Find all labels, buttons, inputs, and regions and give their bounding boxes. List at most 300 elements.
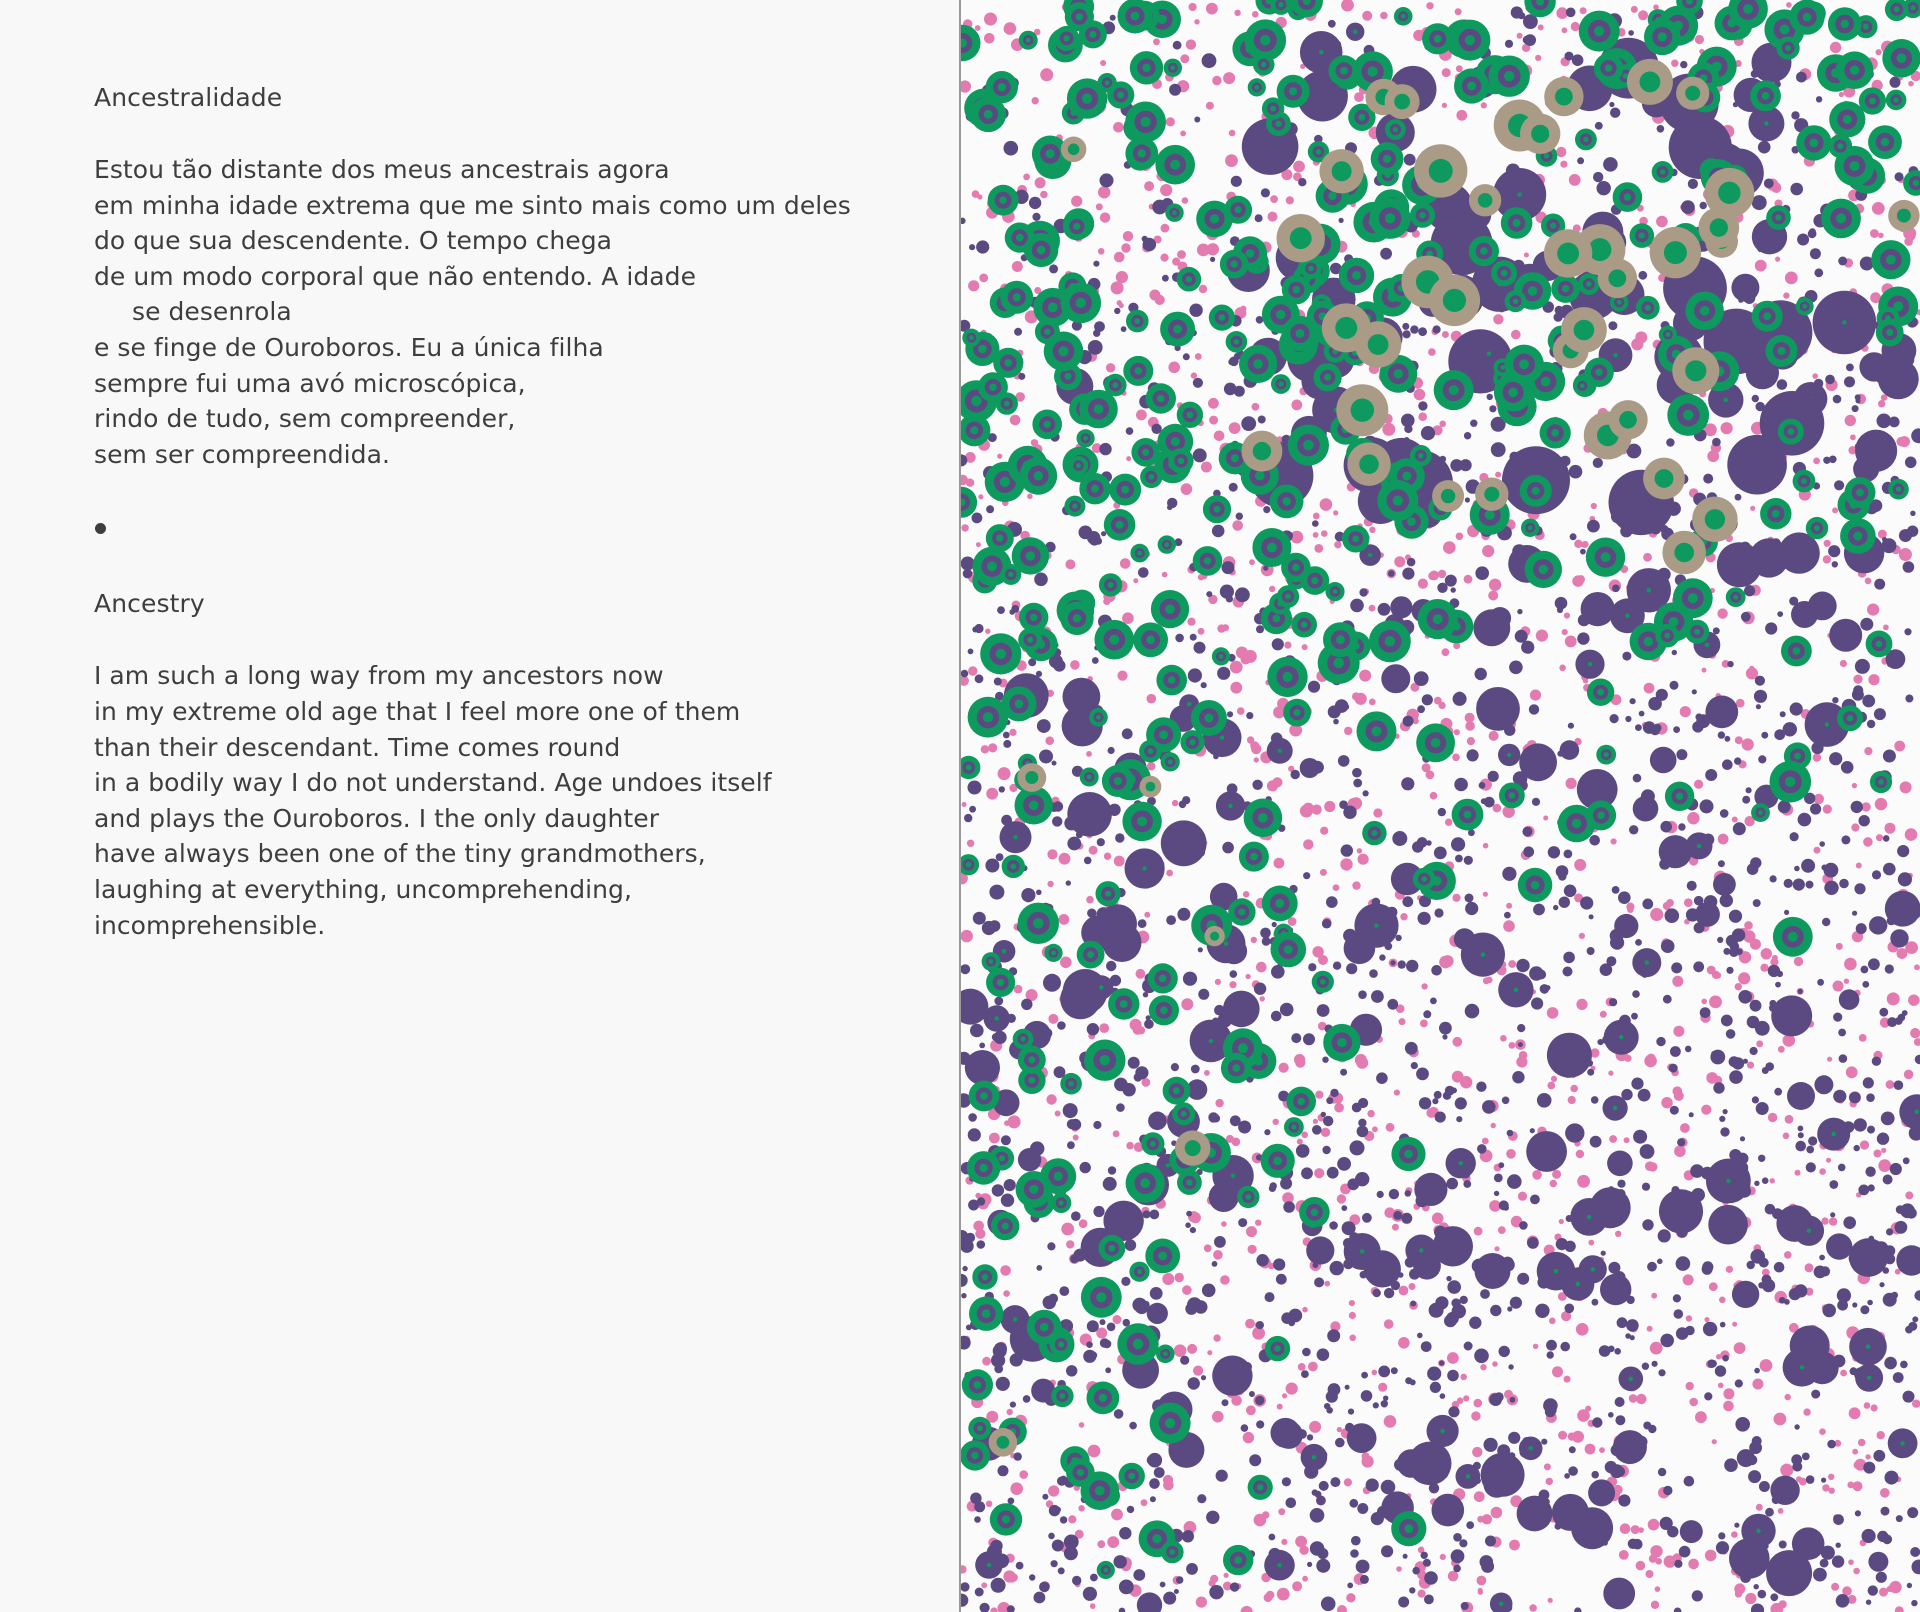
purple-dot <box>1435 1112 1446 1123</box>
purple-blob-center <box>1220 735 1224 739</box>
purple-dot <box>1859 815 1870 826</box>
purple-dot <box>1421 1341 1432 1352</box>
purple-dot <box>1692 689 1697 694</box>
purple-dot <box>1676 749 1687 760</box>
green-ring-core <box>1788 428 1795 435</box>
purple-dot <box>1670 681 1679 690</box>
purple-dot <box>1454 778 1468 792</box>
pink-dot <box>1303 839 1313 849</box>
purple-dot <box>1317 1348 1330 1361</box>
purple-dot <box>1910 511 1915 516</box>
pink-dot <box>1908 81 1914 87</box>
dot-pattern-canvas <box>961 0 1920 1612</box>
purple-dot <box>1403 330 1411 338</box>
pink-dot <box>1529 1604 1537 1612</box>
purple-dot <box>1494 1174 1503 1183</box>
pink-dot <box>1088 1445 1101 1458</box>
poem-line: Estou tão distante dos meus ancestrais agora <box>94 155 670 184</box>
pink-dot <box>1568 1096 1576 1104</box>
purple-dot <box>1066 1365 1077 1376</box>
purple-dot <box>1418 401 1427 410</box>
purple-dot <box>1720 1322 1726 1328</box>
pink-dot <box>1270 195 1278 203</box>
purple-dot <box>961 1594 968 1607</box>
pink-dot <box>1035 177 1046 188</box>
purple-dot <box>1593 172 1603 182</box>
purple-dot <box>1860 618 1873 631</box>
green-ring-core <box>1275 121 1281 127</box>
green-ring-core <box>1231 454 1239 462</box>
purple-dot <box>1852 1302 1857 1307</box>
purple-dot <box>1212 1261 1218 1267</box>
green-ring-core <box>1401 14 1406 19</box>
pink-dot <box>1546 1478 1553 1485</box>
purple-dot <box>1540 984 1550 994</box>
pink-dot <box>1494 1246 1499 1251</box>
pink-dot <box>1256 962 1267 973</box>
purple-dot <box>996 853 1004 861</box>
purple-dot <box>1896 1515 1903 1522</box>
purple-dot <box>1808 229 1817 238</box>
pink-dot <box>1897 437 1906 446</box>
pink-dot <box>1775 257 1780 262</box>
purple-dot <box>1703 1322 1717 1336</box>
purple-dot <box>1884 1357 1897 1370</box>
pink-dot <box>1100 60 1106 66</box>
pink-dot <box>1853 1481 1863 1491</box>
green-ring-core <box>1876 641 1883 648</box>
purple-blob <box>1432 1494 1465 1527</box>
purple-dot <box>1138 567 1149 578</box>
green-ring-core <box>1077 1469 1084 1476</box>
purple-dot <box>1180 1356 1189 1365</box>
purple-dot <box>1723 948 1730 955</box>
purple-dot <box>1814 268 1823 277</box>
purple-dot <box>1510 1297 1522 1309</box>
purple-dot <box>1734 1523 1739 1528</box>
pink-dot <box>1334 1103 1344 1113</box>
green-ring-core <box>1316 149 1321 154</box>
pink-dot <box>1756 1040 1763 1047</box>
purple-dot <box>1704 1392 1712 1400</box>
poem-line: and plays the Ouroboros. I the only daughter <box>94 803 660 833</box>
pink-dot <box>1204 1244 1212 1252</box>
pink-dot <box>1717 608 1727 618</box>
purple-dot <box>1883 835 1890 842</box>
green-ring-core <box>1204 714 1213 723</box>
purple-dot <box>1609 998 1617 1006</box>
purple-dot <box>1790 183 1803 196</box>
purple-dot <box>1280 1003 1294 1017</box>
pink-dot <box>1010 1482 1023 1495</box>
purple-blob <box>1633 796 1659 822</box>
green-ring-core <box>1289 87 1297 95</box>
pink-dot <box>1409 1283 1416 1290</box>
purple-dot <box>1229 483 1238 492</box>
purple-dot <box>1358 1098 1368 1108</box>
purple-dot <box>1125 1239 1137 1251</box>
pink-dot <box>1785 1394 1791 1400</box>
pink-dot <box>1163 1480 1174 1491</box>
purple-dot <box>1393 1211 1402 1220</box>
pink-dot <box>1333 510 1338 515</box>
purple-dot <box>1602 186 1608 192</box>
purple-blob-center <box>1231 1174 1235 1178</box>
purple-dot <box>1822 1304 1836 1318</box>
green-ring-core <box>1371 830 1377 836</box>
pink-dot <box>1566 778 1577 789</box>
purple-dot <box>1433 325 1441 333</box>
purple-dot <box>1174 1589 1179 1594</box>
green-ring-core <box>1572 819 1581 828</box>
pink-dot <box>1533 1344 1538 1349</box>
pink-dot <box>1357 848 1362 853</box>
purple-dot <box>1430 1382 1441 1393</box>
purple-dot <box>1819 1255 1825 1261</box>
purple-dot <box>1314 1277 1324 1287</box>
purple-dot <box>1271 965 1285 979</box>
pink-dot <box>1314 544 1323 553</box>
green-ring-core <box>1250 853 1258 861</box>
green-ring-core <box>1116 521 1124 529</box>
pink-dot <box>1027 494 1033 500</box>
purple-dot <box>1836 1594 1850 1608</box>
pink-dot <box>1878 233 1884 239</box>
purple-dot <box>1106 961 1116 971</box>
purple-dot <box>1194 642 1206 654</box>
green-ring-core <box>1301 622 1307 628</box>
purple-dot <box>1487 394 1493 400</box>
pink-dot <box>1474 1399 1483 1408</box>
pink-dot <box>1680 1123 1690 1133</box>
pink-dot <box>1133 578 1138 583</box>
pink-dot <box>1887 1586 1893 1592</box>
purple-dot <box>1777 971 1783 977</box>
purple-dot <box>1494 1392 1504 1402</box>
purple-dot <box>1796 72 1807 83</box>
purple-dot <box>1790 702 1803 715</box>
pink-dot <box>1576 1323 1589 1336</box>
purple-dot <box>1453 1565 1461 1573</box>
pink-dot <box>1608 1071 1613 1076</box>
purple-dot <box>1129 1422 1137 1430</box>
pink-dot <box>1297 1139 1303 1145</box>
purple-dot <box>1852 405 1859 412</box>
purple-dot <box>1298 178 1306 186</box>
purple-dot <box>1169 84 1181 96</box>
green-ring-core <box>1418 453 1423 458</box>
pink-dot <box>1735 983 1742 990</box>
green-ring-core <box>1531 881 1540 890</box>
pink-dot <box>1538 24 1544 30</box>
pink-dot <box>1098 248 1105 255</box>
pink-dot <box>1686 1382 1694 1390</box>
green-ring-core <box>1005 359 1013 367</box>
pink-dot <box>1576 1150 1584 1158</box>
pink-dot <box>1850 434 1856 440</box>
poem-line: e se finge de Ouroboros. Eu a única filha <box>94 332 604 362</box>
pink-dot <box>1107 1536 1119 1548</box>
pink-dot <box>1066 1240 1074 1248</box>
purple-dot <box>1877 1531 1888 1542</box>
pink-dot <box>1491 1507 1503 1519</box>
green-ring-core <box>1181 1111 1187 1117</box>
purple-blob <box>1732 1281 1759 1308</box>
pink-dot <box>1274 858 1285 869</box>
pink-dot <box>1565 636 1577 648</box>
purple-dot <box>1312 520 1319 527</box>
purple-dot <box>1862 695 1875 708</box>
purple-dot <box>1564 1473 1570 1479</box>
purple-dot <box>1836 1543 1841 1548</box>
pink-dot <box>984 13 997 26</box>
pink-dot <box>1217 624 1225 632</box>
purple-dot <box>1868 1585 1878 1595</box>
purple-dot <box>1037 719 1051 733</box>
pink-dot <box>1344 727 1352 735</box>
pink-dot <box>1344 1478 1352 1486</box>
purple-dot <box>1903 1157 1910 1164</box>
purple-blob <box>1526 1131 1567 1172</box>
pink-dot <box>1321 1128 1330 1137</box>
purple-dot <box>1167 498 1177 508</box>
purple-dot <box>1360 1575 1369 1584</box>
purple-dot <box>1053 801 1063 811</box>
green-ring-core <box>1013 293 1021 301</box>
purple-dot <box>1206 591 1212 597</box>
purple-dot <box>1553 905 1558 910</box>
green-ring-core <box>1173 325 1182 334</box>
pink-dot <box>1443 541 1456 554</box>
purple-dot <box>961 1582 970 1591</box>
purple-dot <box>1356 1560 1370 1574</box>
purple-dot <box>1726 967 1733 974</box>
pink-dot <box>1141 1499 1148 1506</box>
purple-blob-center <box>1825 722 1829 726</box>
purple-blob-center <box>1224 942 1228 946</box>
purple-dot <box>1615 1415 1625 1425</box>
pink-dot <box>1113 122 1124 133</box>
purple-dot <box>1638 271 1647 280</box>
purple-dot <box>1517 1273 1529 1285</box>
purple-dot <box>1186 1211 1192 1217</box>
purple-dot <box>1559 897 1570 908</box>
purple-dot <box>1798 1126 1804 1132</box>
green-ring-core <box>1500 365 1505 370</box>
green-ring-core <box>999 1155 1005 1161</box>
pink-dot <box>1707 450 1719 462</box>
green-ring-core <box>1513 299 1518 304</box>
purple-dot <box>1564 885 1577 898</box>
green-ring-core <box>1219 314 1226 321</box>
purple-dot <box>1100 173 1114 187</box>
purple-blob <box>1581 592 1615 626</box>
pink-dot <box>1440 1554 1446 1560</box>
purple-dot <box>1897 845 1909 857</box>
pink-dot <box>1688 1559 1699 1570</box>
purple-dot <box>1383 1396 1388 1401</box>
purple-dot <box>1556 1238 1568 1250</box>
purple-dot <box>1147 1455 1157 1465</box>
purple-blob-center <box>1705 643 1709 647</box>
purple-dot <box>1381 1400 1388 1407</box>
purple-dot <box>1866 1600 1871 1605</box>
purple-dot <box>1121 1277 1130 1286</box>
green-ring-core <box>1283 672 1293 682</box>
pink-dot <box>1886 1080 1895 1089</box>
pink-dot <box>1372 1126 1378 1132</box>
purple-dot <box>1720 809 1729 818</box>
purple-dot <box>1890 1163 1902 1175</box>
green-ring-core <box>1274 1345 1280 1351</box>
purple-dot <box>1071 1211 1081 1221</box>
green-ring-core <box>1639 233 1645 239</box>
purple-dot <box>1907 1507 1918 1518</box>
pink-dot <box>1078 1505 1084 1511</box>
pink-dot <box>1874 1150 1882 1158</box>
pink-dot <box>1215 979 1221 985</box>
purple-dot <box>1750 1047 1758 1055</box>
purple-dot <box>1286 1498 1297 1509</box>
pink-dot <box>1254 1514 1267 1527</box>
pink-dot <box>1340 858 1352 870</box>
purple-blob <box>1147 1303 1168 1324</box>
purple-dot <box>1549 1407 1556 1414</box>
purple-dot <box>1504 912 1511 919</box>
purple-dot <box>1469 1317 1481 1329</box>
purple-dot <box>1362 1213 1372 1223</box>
purple-dot <box>1671 962 1682 973</box>
purple-dot <box>1856 923 1867 934</box>
purple-blob-center <box>1514 988 1518 992</box>
purple-dot <box>1039 1582 1050 1593</box>
purple-blob-center <box>1832 1132 1836 1136</box>
green-ring-core <box>1863 24 1869 30</box>
pink-dot <box>966 479 974 487</box>
pink-dot <box>1277 1588 1290 1601</box>
purple-dot <box>1377 1191 1384 1198</box>
pink-dot <box>1619 1550 1629 1560</box>
purple-dot <box>974 624 983 633</box>
green-ring-core <box>1094 404 1104 414</box>
pink-dot <box>1783 292 1789 298</box>
pink-dot <box>1386 1123 1395 1132</box>
pink-dot <box>1530 690 1541 701</box>
pink-dot <box>1003 1290 1010 1297</box>
purple-dot <box>1569 1446 1576 1453</box>
pink-dot <box>1821 1217 1828 1224</box>
pink-dot <box>1153 38 1160 45</box>
green-ring-core <box>1083 436 1088 441</box>
pink-dot <box>1493 314 1503 324</box>
green-ring-core <box>1091 485 1099 493</box>
pink-dot <box>1452 1037 1462 1047</box>
green-ring-core <box>1676 793 1683 800</box>
green-ring-core <box>1173 1087 1180 1094</box>
purple-dot <box>1617 1180 1625 1188</box>
purple-dot <box>1059 1286 1069 1296</box>
pink-dot <box>1867 604 1879 616</box>
purple-dot <box>1079 526 1093 540</box>
pink-dot <box>1860 1140 1869 1149</box>
purple-dot <box>969 806 976 813</box>
purple-dot <box>1103 1340 1112 1349</box>
purple-dot <box>1350 1549 1359 1558</box>
purple-dot <box>1507 1306 1512 1311</box>
green-ring-core <box>1138 149 1146 157</box>
purple-dot <box>1535 1304 1549 1318</box>
purple-dot <box>1329 1221 1338 1230</box>
purple-dot <box>1605 1461 1617 1473</box>
green-ring-core <box>1793 647 1801 655</box>
green-ring-core <box>1133 1339 1143 1349</box>
pink-dot <box>1755 260 1767 272</box>
purple-dot <box>1821 1478 1826 1483</box>
pink-dot <box>967 840 974 847</box>
purple-blob-center <box>1529 1446 1533 1450</box>
green-ring-core <box>1096 1292 1106 1302</box>
purple-dot <box>1455 1097 1467 1109</box>
pink-dot <box>1648 1519 1660 1531</box>
pink-dot <box>1293 161 1305 173</box>
pink-dot <box>1439 702 1446 709</box>
green-ring-core <box>1802 304 1807 309</box>
purple-dot <box>1633 1130 1647 1144</box>
pink-dot <box>1778 1508 1784 1514</box>
purple-dot <box>1060 1516 1067 1523</box>
green-ring-core <box>1856 489 1864 497</box>
purple-dot <box>1264 1129 1270 1135</box>
pink-dot <box>1794 957 1803 966</box>
purple-dot <box>1489 405 1496 412</box>
pink-dot <box>1655 1558 1662 1565</box>
purple-dot <box>1265 1292 1275 1302</box>
pink-dot <box>1382 423 1395 436</box>
purple-dot <box>1518 12 1525 19</box>
pink-dot <box>1707 966 1716 975</box>
purple-dot <box>1388 570 1395 577</box>
purple-dot <box>1422 694 1433 705</box>
pink-dot <box>1785 1115 1794 1124</box>
purple-dot <box>973 912 986 925</box>
green-ring-core <box>1142 449 1149 456</box>
pink-dot <box>1761 948 1772 959</box>
green-ring-core <box>1762 92 1770 100</box>
purple-dot <box>1116 1103 1125 1112</box>
purple-dot <box>998 1465 1009 1476</box>
purple-dot <box>1047 1242 1055 1250</box>
purple-dot <box>1824 863 1839 878</box>
pink-dot <box>1206 102 1214 110</box>
green-ring-core <box>1539 565 1548 574</box>
pink-dot <box>975 25 981 31</box>
purple-dot <box>1802 1453 1810 1461</box>
purple-dot <box>1402 896 1413 907</box>
purple-dot <box>1912 1560 1920 1575</box>
pink-dot <box>1912 1400 1920 1408</box>
pink-dot <box>1569 174 1581 186</box>
purple-dot <box>1409 1587 1415 1593</box>
purple-blob <box>1731 274 1759 302</box>
green-ring-core <box>1404 1150 1413 1159</box>
purple-dot <box>1746 787 1752 793</box>
purple-blob-center <box>1842 320 1846 324</box>
pink-dot <box>1814 847 1821 854</box>
purple-dot <box>1310 1508 1325 1523</box>
purple-blob-center <box>1319 50 1323 54</box>
green-ring-core <box>1054 1172 1063 1181</box>
purple-dot <box>1431 965 1442 976</box>
